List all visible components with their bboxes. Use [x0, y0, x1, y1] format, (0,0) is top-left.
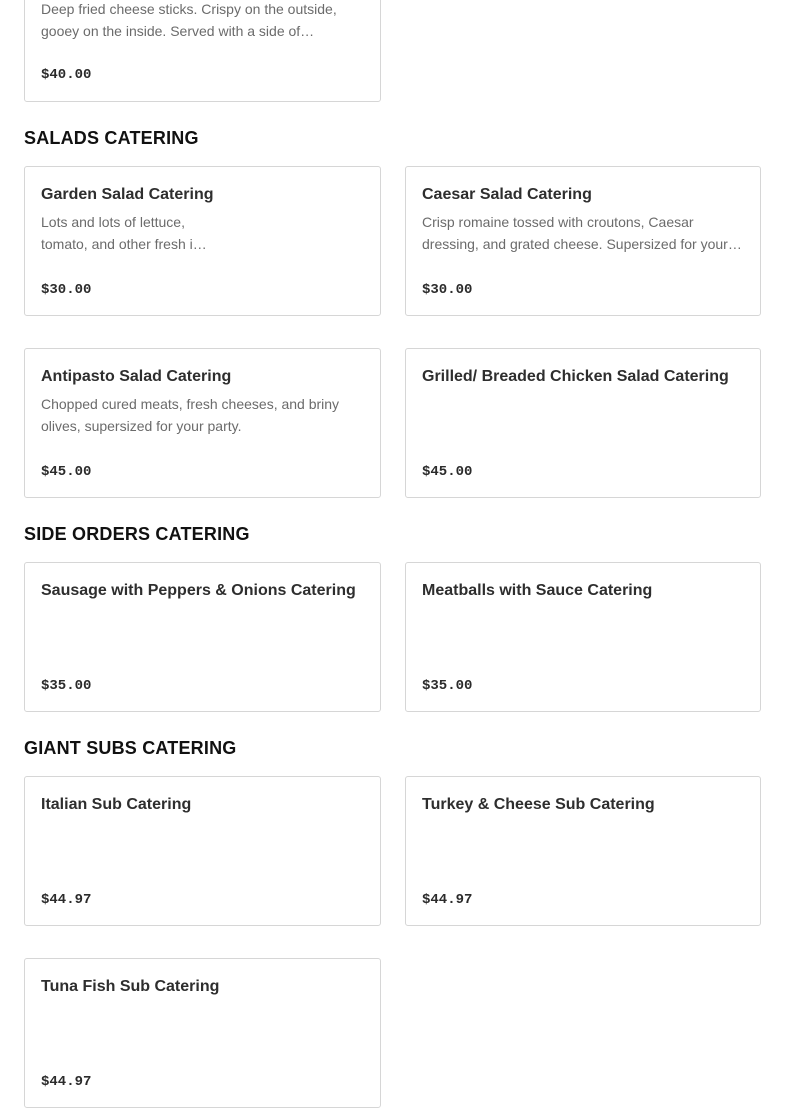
- menu-item-price: $40.00: [41, 67, 92, 83]
- menu-item-price: $35.00: [41, 678, 92, 694]
- menu-item-card-caesar-salad[interactable]: [405, 166, 761, 316]
- menu-item-description: Crisp romaine tossed with croutons, Caesar dressing, and grated cheese. Supersized for your…: [422, 214, 742, 252]
- menu-item-price: $44.97: [41, 1074, 92, 1090]
- menu-item-title: Tuna Fish Sub Catering: [41, 978, 220, 995]
- menu-item-title: Caesar Salad Catering: [422, 186, 592, 203]
- menu-item-description: Lots and lots of lettuce, tomato, and other fresh i…: [41, 214, 207, 252]
- menu-item-title: Garden Salad Catering: [41, 186, 214, 203]
- section-heading-giant-subs: GIANT SUBS CATERING: [24, 738, 237, 758]
- menu-item-card-garden-salad[interactable]: [24, 166, 381, 316]
- menu-item-card-partial[interactable]: [24, 0, 381, 102]
- menu-item-title: Grilled/ Breaded Chicken Salad Catering: [422, 368, 729, 385]
- menu-item-title: Turkey & Cheese Sub Catering: [422, 796, 655, 813]
- menu-item-price: $30.00: [422, 282, 473, 298]
- menu-item-card-meatballs[interactable]: [405, 562, 761, 712]
- menu-item-card-sausage-peppers[interactable]: [24, 562, 381, 712]
- menu-item-title: Sausage with Peppers & Onions Catering: [41, 582, 356, 599]
- section-heading-side-orders: SIDE ORDERS CATERING: [24, 524, 250, 544]
- menu-item-card-chicken-salad[interactable]: [405, 348, 761, 498]
- menu-item-price: $45.00: [41, 464, 92, 480]
- menu-item-card-antipasto-salad[interactable]: [24, 348, 381, 498]
- menu-item-title: Antipasto Salad Catering: [41, 368, 232, 385]
- menu-item-description: Chopped cured meats, fresh cheeses, and briny olives, supersized for your party.: [41, 396, 340, 434]
- section-heading-salads: SALADS CATERING: [24, 128, 199, 148]
- menu-item-price: $30.00: [41, 282, 92, 298]
- menu-item-card-turkey-cheese-sub[interactable]: [405, 776, 761, 926]
- menu-item-price: $45.00: [422, 464, 473, 480]
- menu-item-price: $35.00: [422, 678, 473, 694]
- menu-item-card-tuna-fish-sub[interactable]: [24, 958, 381, 1108]
- menu-item-title: Meatballs with Sauce Catering: [422, 582, 653, 599]
- menu-item-card-italian-sub[interactable]: [24, 776, 381, 926]
- menu-item-price: $44.97: [422, 892, 473, 908]
- menu-item-description: Deep fried cheese sticks. Crispy on the outside, gooey on the inside. Served with a side of…: [41, 1, 337, 39]
- menu-item-price: $44.97: [41, 892, 92, 908]
- menu-item-title: Italian Sub Catering: [41, 796, 192, 813]
